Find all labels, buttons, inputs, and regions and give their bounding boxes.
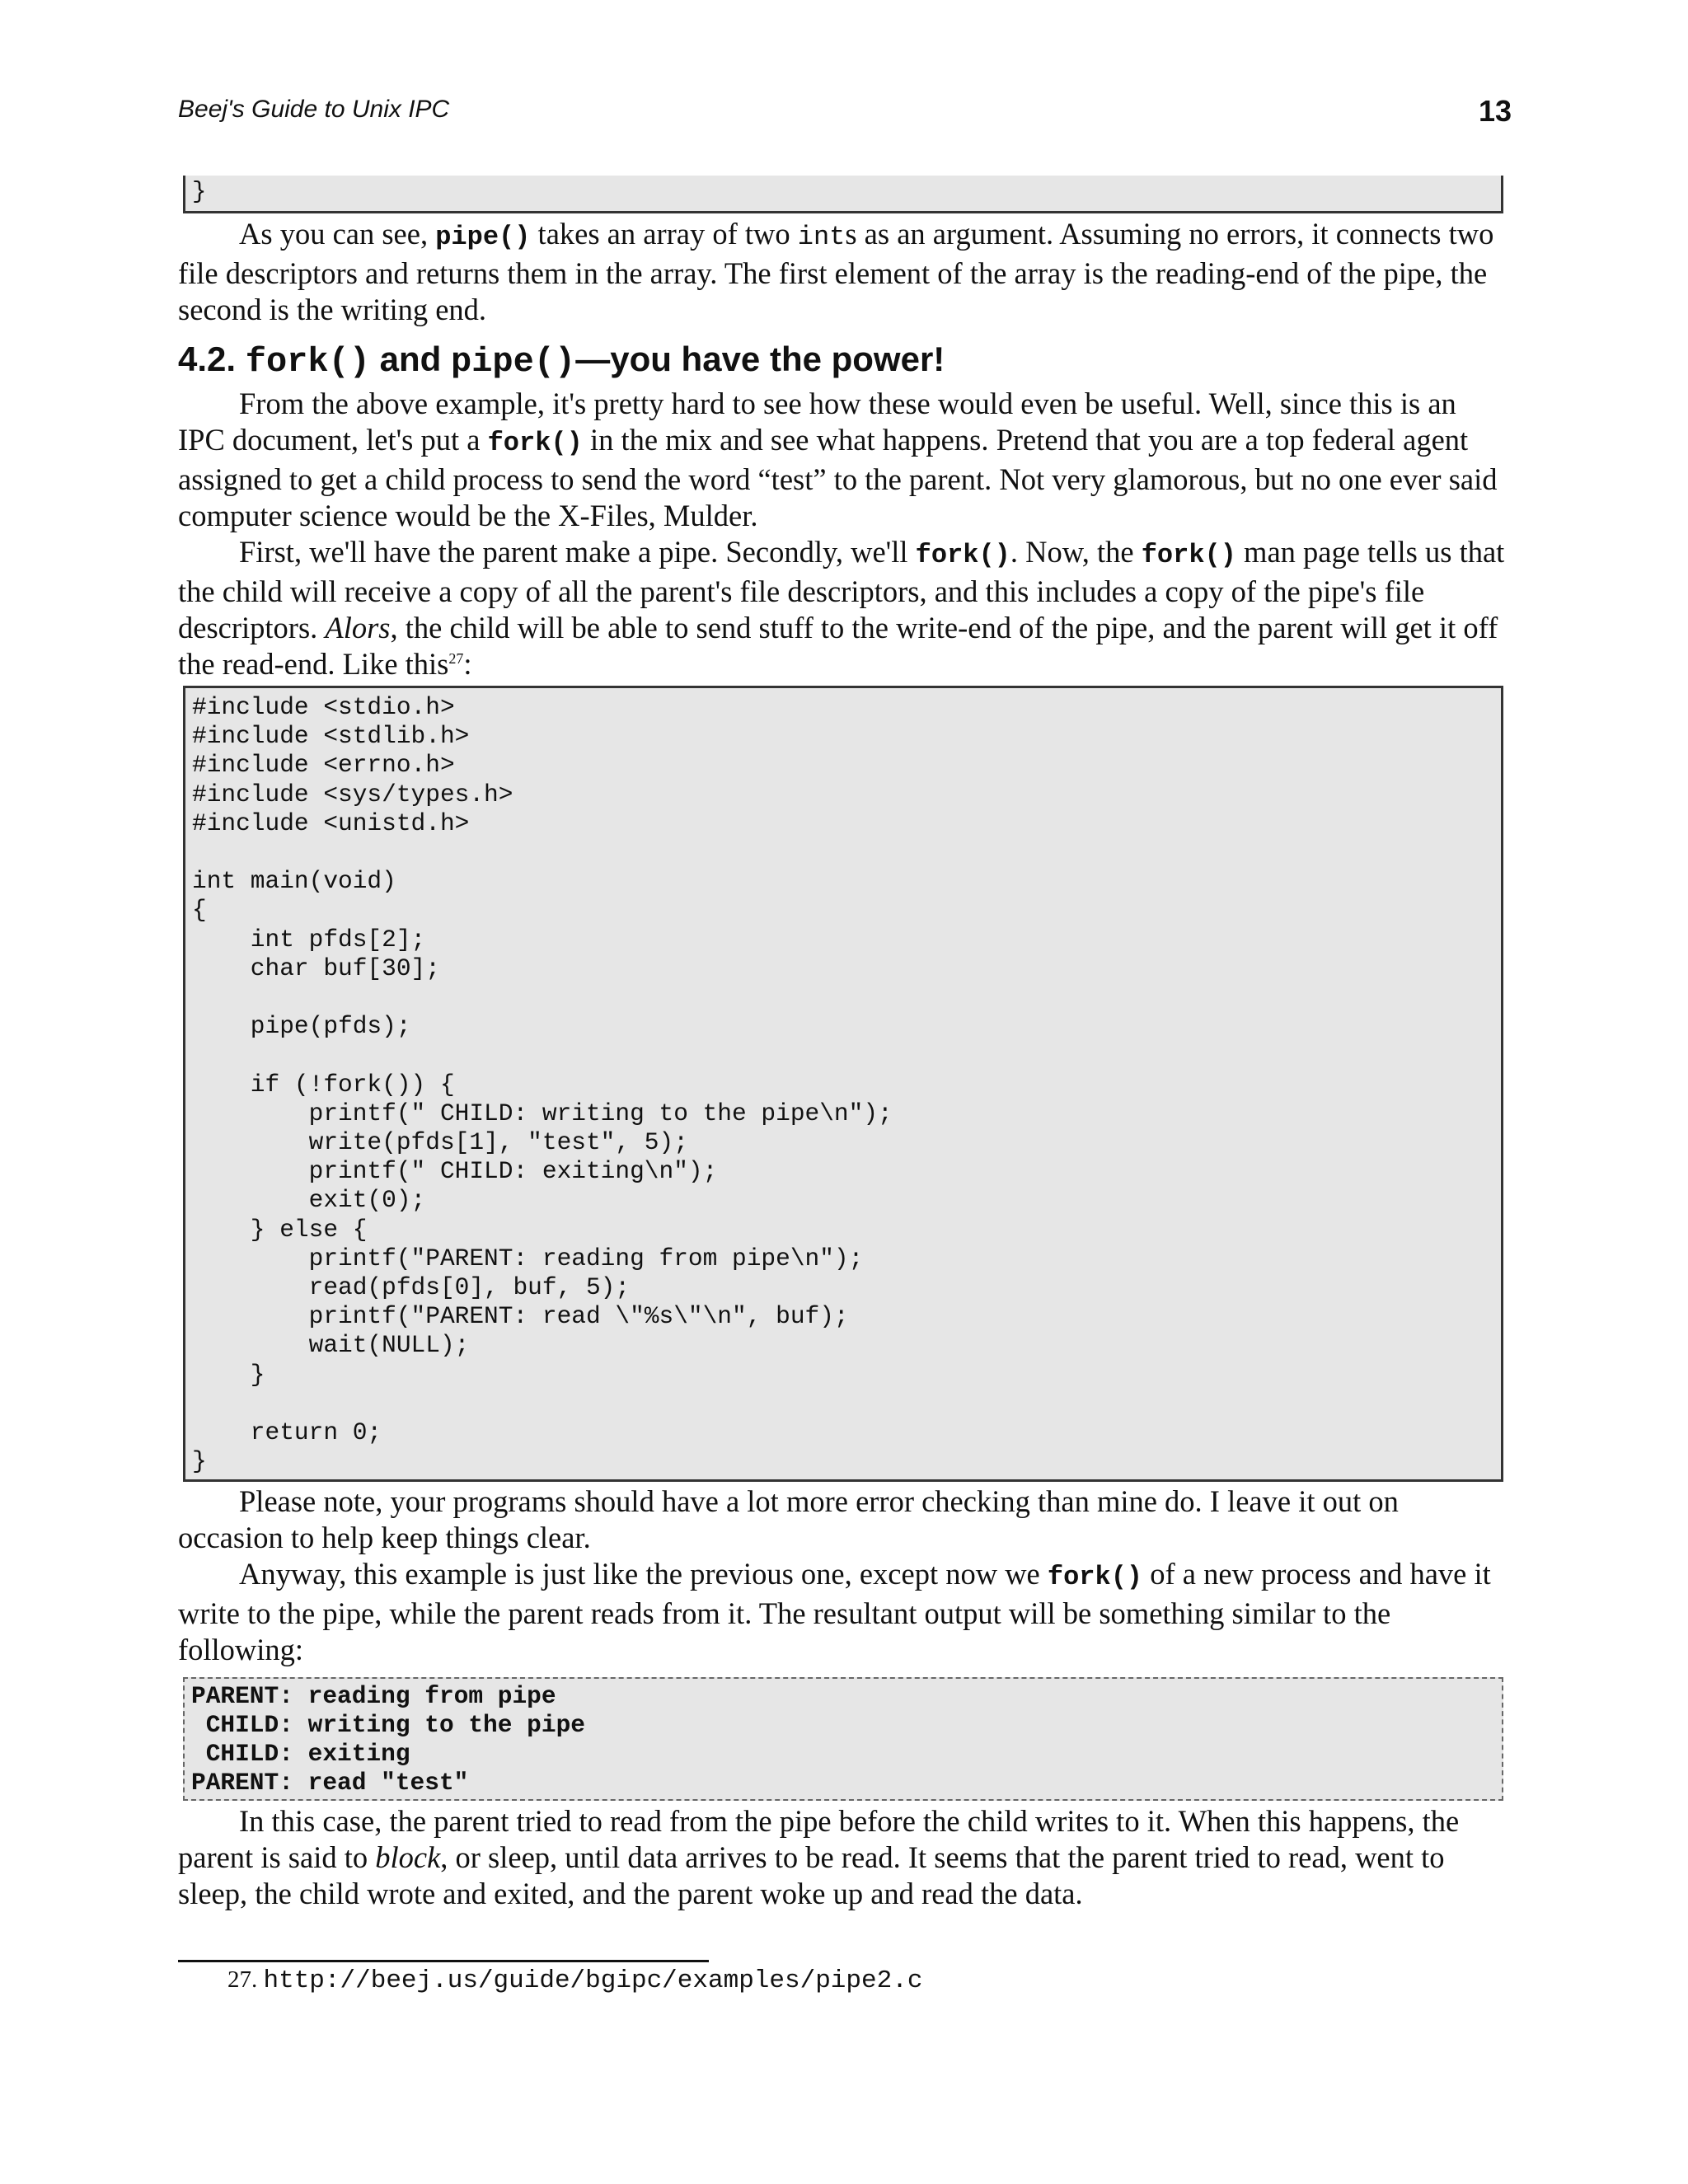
footnote-ref-27[interactable]: 27 — [448, 649, 464, 667]
paragraphs-group-2 — [178, 1483, 1508, 1668]
para2-text-3: man page tells us that the child will receive a copy of all the parent's file descriptors, and this includes a copy of the pipe's file descriptors. — [178, 535, 1505, 644]
intro-paragraph — [178, 216, 1508, 328]
running-header-title: Beej's Guide to Unix IPC — [178, 96, 450, 123]
paragraph-1 — [178, 386, 1508, 534]
paragraph-5 — [178, 1803, 1508, 1912]
para2-text-5: : — [463, 647, 472, 681]
para5-text-1: In this case, the parent tried to read from the pipe before the child writes to it. When this happens, the parent is said to — [178, 1804, 1460, 1874]
heading-code-fork: fork() — [245, 342, 370, 382]
para1-text-2: in the mix and see what happens. Pretend that you are a top federal agent assigned to get a child process to send the word “test” to the parent. Not very glamorous, but no one ever said computer science would be the X-Files, Mulder. — [178, 423, 1498, 532]
para2-text-4: , the child will be able to send stuff to the write-end of the pipe, and the parent will get it off the read-end. Like this — [178, 611, 1498, 681]
para2-text-2: . Now, the — [1010, 535, 1142, 569]
inline-code-fork: fork() — [1047, 1562, 1143, 1592]
intro-text-1: As you can see, — [239, 217, 436, 251]
emphasis-block: block — [375, 1840, 441, 1874]
code-listing-pipe2: #include <stdio.h> #include <stdlib.h> #include <errno.h> #include <sys/types.h> #include <unistd.h> int main(void) { int pfds[2]; char buf[30]; pipe(pfds); if (!fork()) { printf(" CHILD: writing to the pipe\n"); write(pfds[1], "test", 5); printf(" CHILD: exiting\n"); exit(0); } else { printf("PARENT: reading from pipe\n"); read(pfds[0], buf, 5); printf("PARENT: read \"%s\"\n", buf); wait(NULL); } return 0; } — [183, 686, 1503, 1482]
heading-and: and — [379, 340, 442, 378]
inline-code-int: int — [797, 222, 846, 252]
para4-text-1: Anyway, this example is just like the previous one, except now we — [239, 1557, 1048, 1591]
inline-code-fork: fork() — [915, 540, 1010, 570]
page-number: 13 — [1478, 94, 1512, 128]
intro-text-2: takes an array of two — [530, 217, 798, 251]
para5-text-2: , or sleep, until data arrives to be read. It seems that the parent tried to read, went to sleep, the child wrote and exited, and the parent woke up and read the data. — [178, 1840, 1445, 1910]
section-number: 4.2. — [178, 340, 237, 378]
footnote-url-link[interactable]: http://beej.us/guide/bgipc/examples/pipe2.c — [263, 1966, 923, 1995]
inline-code-pipe: pipe() — [435, 222, 531, 252]
paragraph-4 — [178, 1556, 1508, 1668]
code-block-tail: } — [183, 176, 1503, 213]
para2-text-1: First, we'll have the parent make a pipe. Secondly, we'll — [239, 535, 916, 569]
emphasis-alors: Alors — [325, 611, 391, 644]
paragraph-2 — [178, 534, 1508, 682]
paragraphs-group-1 — [178, 386, 1508, 682]
program-output-block: PARENT: reading from pipe CHILD: writing to the pipe CHILD: exiting PARENT: read "test" — [183, 1677, 1503, 1801]
para1-text-1: From the above example, it's pretty hard to see how these would even be useful. Well, since this is an IPC document, let's put a — [178, 387, 1456, 457]
section-heading — [178, 340, 945, 382]
paragraphs-group-3 — [178, 1803, 1508, 1912]
heading-rest: —you have the power! — [575, 340, 945, 378]
footnote-number: 27. — [227, 1966, 258, 1993]
inline-code-fork: fork() — [487, 428, 583, 458]
heading-code-pipe: pipe() — [450, 342, 576, 382]
paragraph-3: Please note, your programs should have a lot more error checking than mine do. I leave it out on occasion to help keep things clear. — [178, 1484, 1399, 1554]
footnote-27 — [227, 1966, 922, 1995]
footnote-divider — [178, 1960, 709, 1962]
para4-text-2: of a new process and have it write to the pipe, while the parent reads from it. The resultant output will be something similar to the following: — [178, 1557, 1491, 1666]
intro-text-3: s as an argument. Assuming no errors, it connects two file descriptors and returns them in the array. The first element of the array is the reading-end of the pipe, the second is the writing end. — [178, 217, 1494, 326]
inline-code-fork: fork() — [1141, 540, 1236, 570]
